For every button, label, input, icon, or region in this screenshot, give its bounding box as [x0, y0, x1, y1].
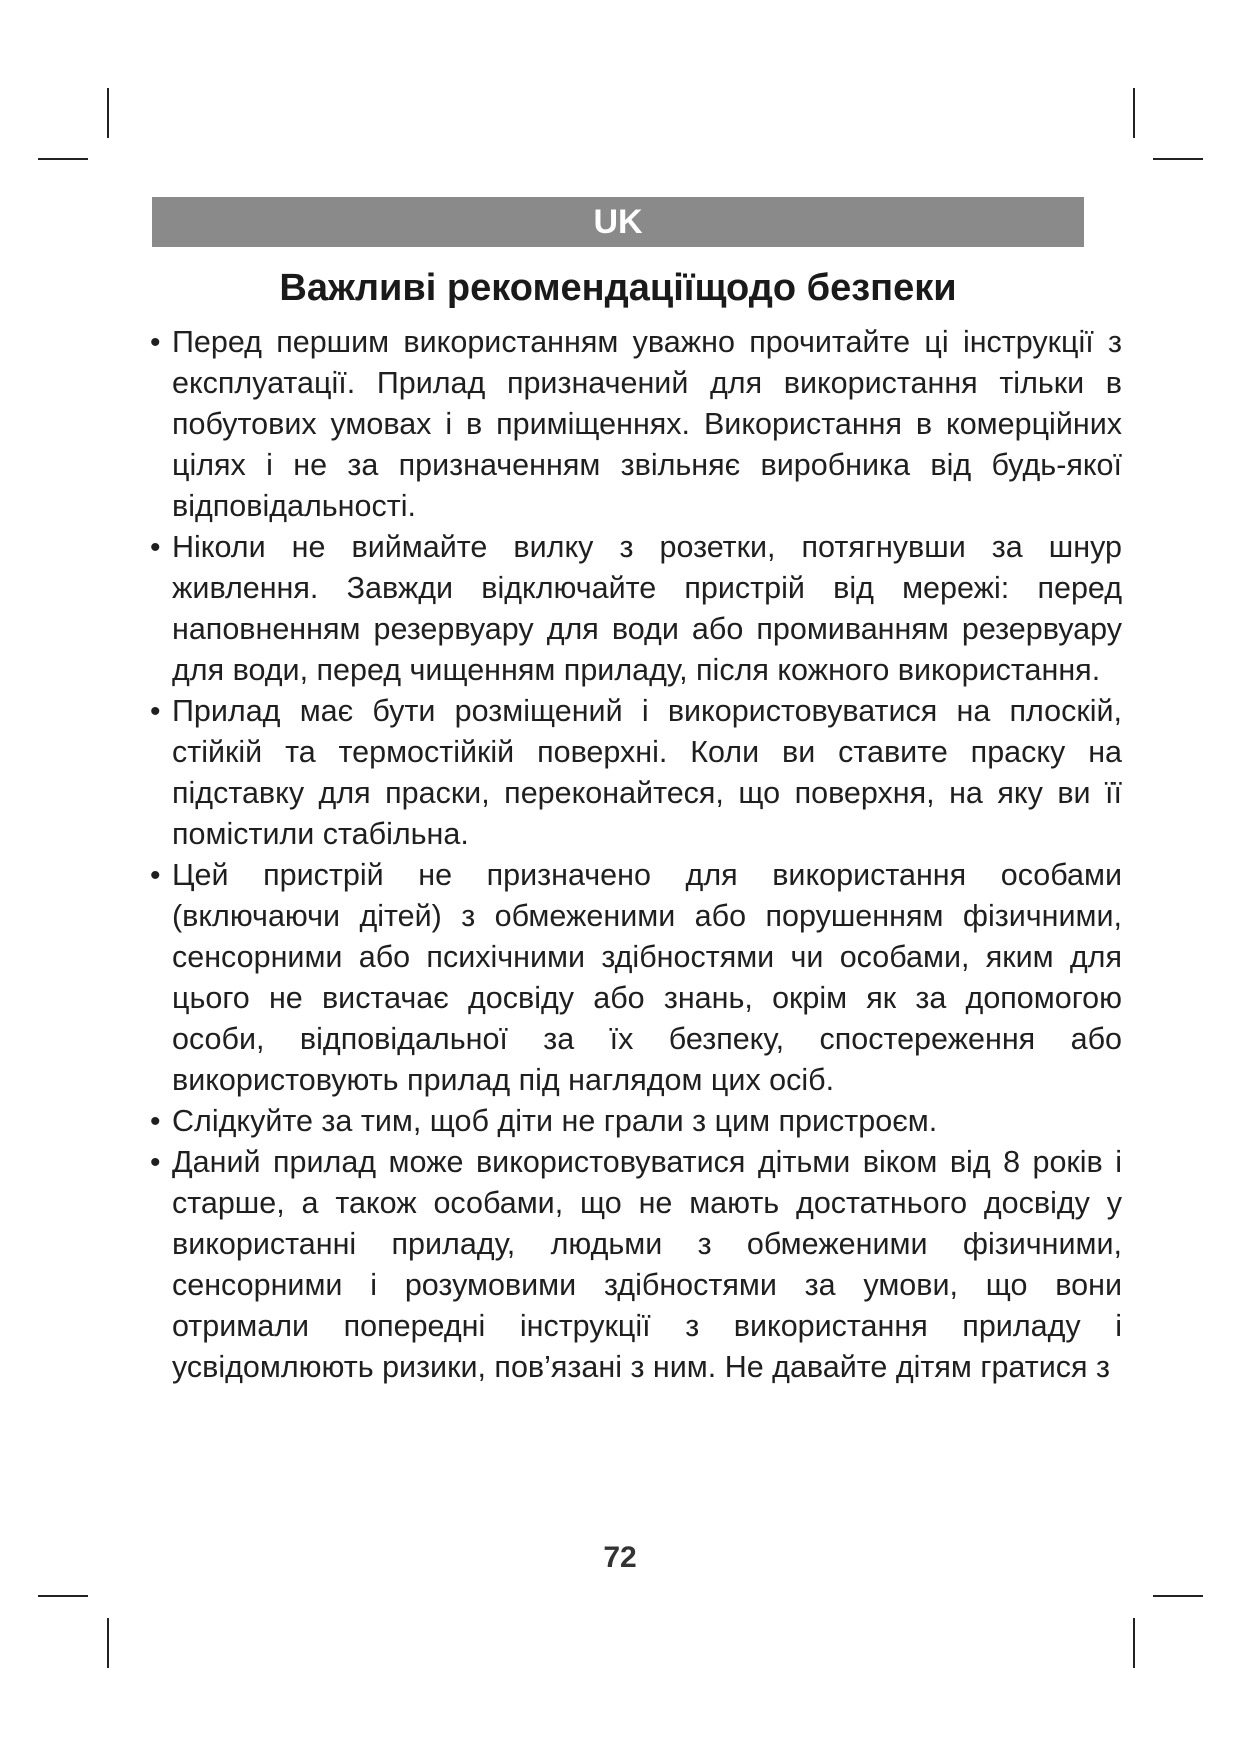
language-header-bar [152, 197, 1084, 247]
safety-item-text: Слідкуйте за тим, щоб діти не грали з цим пристроєм. [172, 1104, 938, 1138]
safety-item-5 [150, 1101, 1122, 1142]
safety-item-3 [150, 691, 1122, 855]
crop-mark-top-left-vertical [107, 88, 109, 138]
crop-mark-top-right-vertical [1133, 88, 1135, 138]
section-title: Важливі рекомендаціїщодо безпеки [279, 267, 957, 309]
safety-item-text: Перед першим використанням уважно прочитайте ці інструкції з експлуатації. Прилад призначений для використання тільки в побутових умовах і в приміщеннях. Використання в комерційних цілях і не за призначенням звільняє виробника від будь-якої відповідальності. [172, 325, 1122, 523]
safety-item-text: Ніколи не виймайте вилку з розетки, потягнувши за шнур живлення. Завжди відключайте пристрій від мережі: перед наповненням резервуару для води або промиванням резервуару для води, перед чищенням приладу, після кожного використання. [172, 530, 1122, 687]
safety-item-text: Даний прилад може використовуватися дітьми віком від 8 років і старше, а також особами, що не мають достатнього досвіду у використанні приладу, людьми з обмеженими фізичними, сенсорними і розумовими здібностями за умови, що вони отримали попередні інструкції з використання приладу і усвідомлюють ризики, пов’язані з ним. Не давайте дітям гратися з [172, 1145, 1122, 1384]
language-code: UK [593, 203, 643, 241]
crop-mark-bottom-right-vertical [1133, 1618, 1135, 1668]
safety-item-6 [150, 1142, 1122, 1388]
safety-list [150, 322, 1122, 1388]
bullet-icon: • [150, 695, 161, 728]
safety-item-4 [150, 855, 1122, 1101]
crop-mark-bottom-right-horizontal [1153, 1595, 1203, 1597]
bullet-icon: • [150, 326, 161, 359]
crop-mark-top-right-horizontal [1153, 158, 1203, 160]
crop-mark-top-left-horizontal [38, 158, 88, 160]
page-number: 72 [603, 1541, 637, 1574]
bullet-icon: • [150, 1105, 161, 1138]
safety-item-text: Цей пристрій не призначено для використання особами (включаючи дітей) з обмеженими або порушенням фізичними, сенсорними або психічними здібностями чи особами, яким для цього не вистачає досвіду або знань, окрім як за допомогою особи, відповідальної за їх безпеку, спостереження або використовують прилад під наглядом цих осіб. [172, 858, 1122, 1097]
bullet-icon: • [150, 1146, 161, 1179]
safety-item-2 [150, 527, 1122, 691]
crop-mark-bottom-left-horizontal [38, 1595, 88, 1597]
safety-item-1 [150, 322, 1122, 527]
bullet-icon: • [150, 859, 161, 892]
bullet-icon: • [150, 531, 161, 564]
safety-item-text: Прилад має бути розміщений і використовуватися на плоскій, стійкій та термостійкій поверхні. Коли ви ставите праску на підставку для праски, переконайтеся, що поверхня, на яку ви її помістили стабільна. [172, 694, 1122, 851]
crop-mark-bottom-left-vertical [107, 1618, 109, 1668]
